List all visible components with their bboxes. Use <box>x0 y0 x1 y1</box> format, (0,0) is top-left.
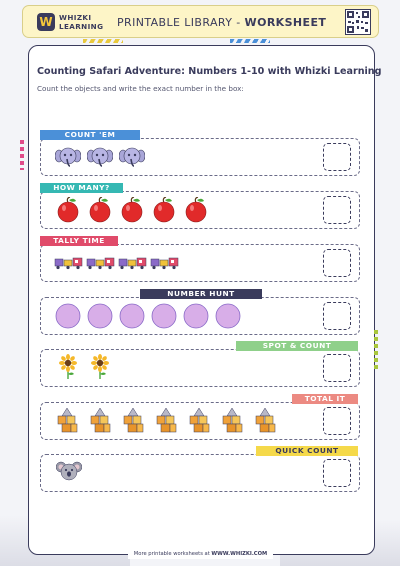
decorative-stripe <box>230 39 270 43</box>
circle-icon <box>183 303 209 329</box>
exercise-row <box>40 349 360 387</box>
circle-icon <box>119 303 145 329</box>
answer-box[interactable] <box>323 302 351 330</box>
apple-icon <box>56 197 80 223</box>
koala-icon <box>56 460 82 482</box>
blocks-icon <box>56 407 78 433</box>
train-icon <box>150 256 180 270</box>
footer-link[interactable]: WWW.WHIZKI.COM <box>211 551 268 557</box>
whizki-logo-icon: W <box>37 13 55 31</box>
answer-box[interactable] <box>323 354 351 382</box>
apple-icon <box>184 197 208 223</box>
row-banner: TOTAL IT <box>292 394 358 404</box>
decorative-stripe <box>83 39 123 43</box>
sunflower-icon <box>58 354 78 380</box>
answer-box[interactable] <box>323 196 351 224</box>
row-banner: HOW MANY? <box>40 183 123 193</box>
footer-credit: More printable worksheets at WWW.WHIZKI.COM <box>128 549 273 559</box>
elephant-icon <box>55 146 81 168</box>
blocks-icon <box>122 407 144 433</box>
exercise-row <box>40 454 360 492</box>
sunflower-icon <box>90 354 110 380</box>
train-icon <box>54 256 84 270</box>
row-banner: QUICK COUNT <box>256 446 358 456</box>
worksheet-instructions: Count the objects and write the exact number in the box: <box>37 84 244 93</box>
blocks-icon <box>155 407 177 433</box>
worksheet-title: Counting Safari Adventure: Numbers 1-10 with Whizki Learning <box>37 66 382 77</box>
answer-box[interactable] <box>323 249 351 277</box>
row-banner: SPOT & COUNT <box>236 341 358 351</box>
blocks-icon <box>221 407 243 433</box>
decorative-stripe <box>20 140 24 170</box>
circle-icon <box>87 303 113 329</box>
decorative-stripe <box>374 330 378 370</box>
circle-icon <box>215 303 241 329</box>
circle-icon <box>151 303 177 329</box>
header-title: PRINTABLE LIBRARY - WORKSHEET <box>117 16 327 29</box>
apple-icon <box>88 197 112 223</box>
answer-box[interactable] <box>323 143 351 171</box>
elephant-icon <box>119 146 145 168</box>
circle-icon <box>55 303 81 329</box>
qr-code-icon <box>345 9 371 35</box>
logo-text: WHIZKI LEARNING <box>59 13 104 31</box>
blocks-icon <box>89 407 111 433</box>
answer-box[interactable] <box>323 407 351 435</box>
blocks-icon <box>188 407 210 433</box>
header-bar <box>22 5 379 38</box>
row-banner: COUNT 'EM <box>40 130 140 140</box>
apple-icon <box>120 197 144 223</box>
train-icon <box>86 256 116 270</box>
apple-icon <box>152 197 176 223</box>
row-banner: NUMBER HUNT <box>140 289 262 299</box>
row-banner: TALLY TIME <box>40 236 118 246</box>
answer-box[interactable] <box>323 459 351 487</box>
train-icon <box>118 256 148 270</box>
blocks-icon <box>254 407 276 433</box>
elephant-icon <box>87 146 113 168</box>
